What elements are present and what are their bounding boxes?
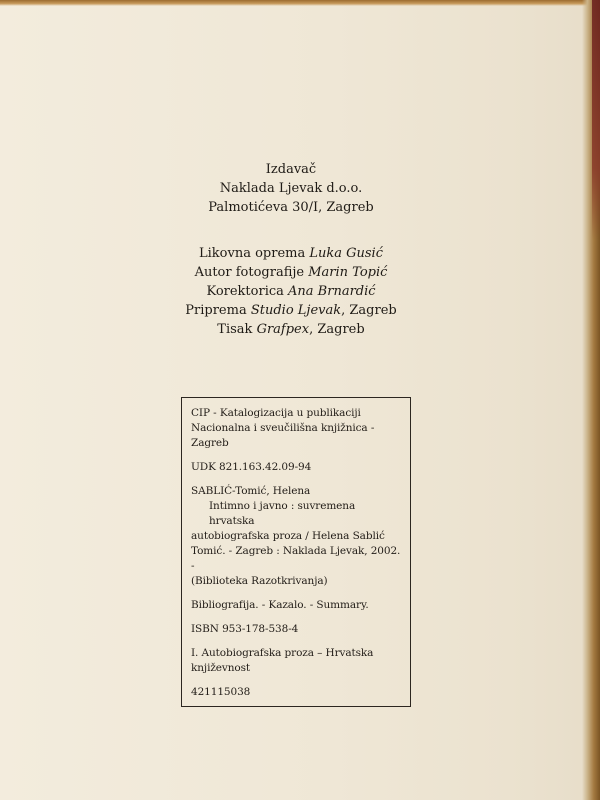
- credit-role: Korektorica: [206, 284, 284, 299]
- cip-description: Intimno i javno : suvremena hrvatska: [209, 500, 356, 527]
- credit-role: Autor fotografije: [194, 265, 305, 280]
- publisher-block: [0, 160, 582, 217]
- credit-line: [0, 282, 582, 301]
- publisher-name: Naklada Ljevak d.o.o.: [219, 181, 363, 196]
- cip-header: Nacionalna i sveučilišna knjižnica - Zagreb: [191, 422, 375, 449]
- credit-person: Studio Ljevak: [250, 303, 342, 318]
- cip-subject: I. Autobiografska proza – Hrvatska: [191, 647, 374, 659]
- cip-record-box: [181, 397, 411, 707]
- cip-record-id: 421115038: [191, 686, 251, 698]
- cip-author: SABLIĆ-Tomić, Helena: [191, 485, 311, 497]
- cip-isbn: ISBN 953-178-538-4: [191, 623, 299, 635]
- credit-line: [0, 244, 582, 263]
- credit-line: [0, 301, 582, 320]
- credit-role: Tisak: [217, 322, 253, 337]
- credit-suffix: , Zagreb: [309, 322, 365, 337]
- credit-person: Grafpex: [256, 322, 310, 337]
- cip-udk: UDK 821.163.42.09-94: [191, 461, 312, 473]
- credit-line: [0, 320, 582, 339]
- publisher-address: Palmotićeva 30/I, Zagreb: [208, 200, 374, 215]
- credit-role: Likovna oprema: [198, 246, 306, 261]
- cip-header: CIP - Katalogizacija u publikaciji: [191, 407, 361, 419]
- cip-description: Tomić. - Zagreb : Naklada Ljevak, 2002. -: [191, 545, 401, 572]
- page-top-edge: [0, 0, 600, 6]
- credits-block: [0, 244, 582, 339]
- credit-line: [0, 263, 582, 282]
- cip-subject: književnost: [191, 662, 251, 674]
- credit-person: Luka Gusić: [309, 246, 383, 261]
- publisher-label: Izdavač: [265, 162, 317, 177]
- credit-person: Marin Topić: [308, 265, 388, 280]
- credit-suffix: , Zagreb: [341, 303, 397, 318]
- cover-edge: [592, 0, 600, 240]
- cip-notes: Bibliografija. - Kazalo. - Summary.: [191, 599, 369, 611]
- cip-description: autobiografska proza / Helena Sablić: [191, 530, 385, 542]
- cip-description: (Biblioteka Razotkrivanja): [191, 575, 328, 587]
- credit-person: Ana Brnardić: [288, 284, 376, 299]
- credit-role: Priprema: [185, 303, 247, 318]
